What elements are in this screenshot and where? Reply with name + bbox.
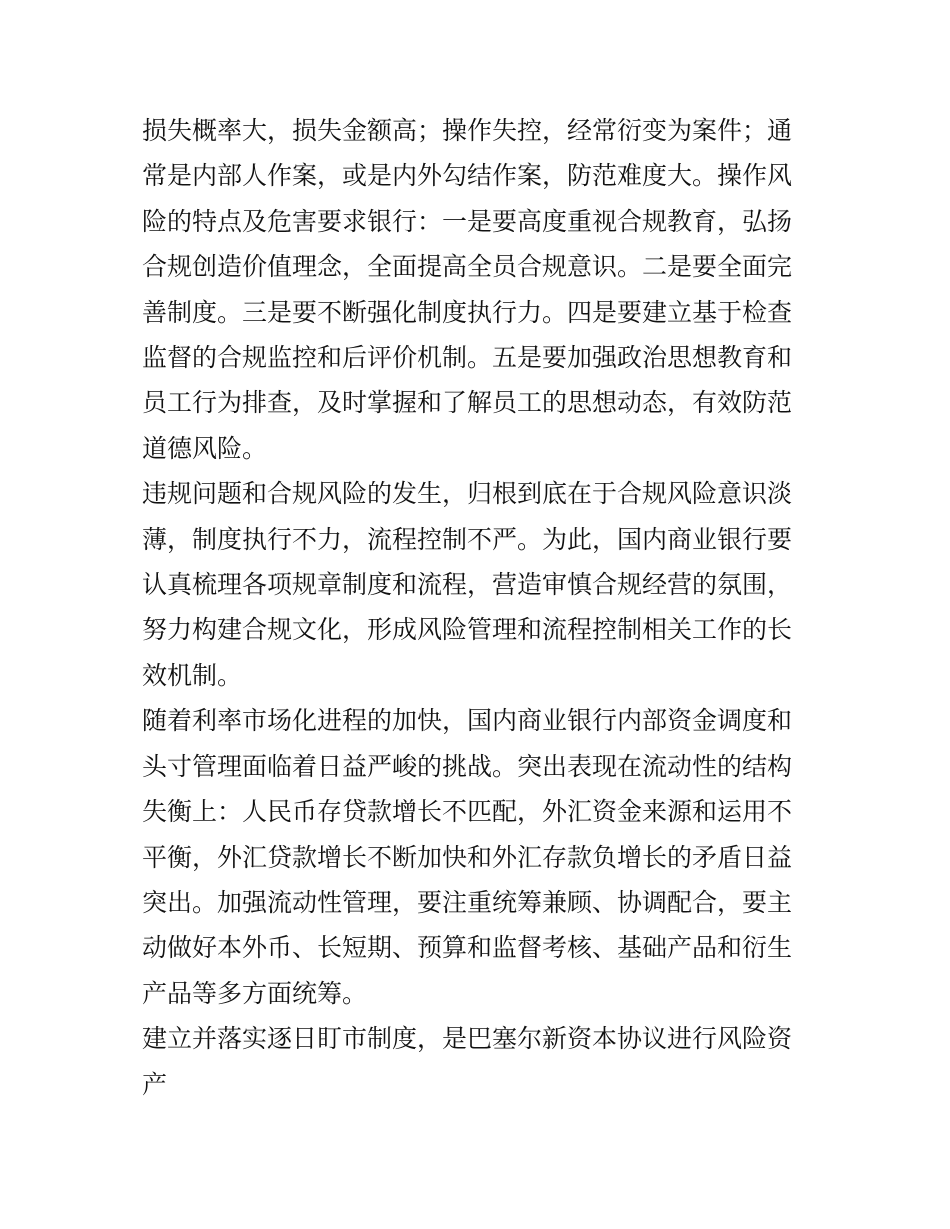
document-body <box>142 108 814 1107</box>
paragraph-1: 损失概率大，损失金额高；操作失控，经常衍变为案件；通常是内部人作案，或是内外勾结作案，防范难度大。操作风险的特点及危害要求银行：一是要高度重视合规教育，弘扬合规创造价值理念，全面提高全员合规意识。二是要全面完善制度。三是要不断强化制度执行力。四是要建立基于检查监督的合规监控和后评价机制。五是要加强政治思想教育和员工行为排查，及时掌握和了解员工的思想动态，有效防范道德风险。 <box>142 116 793 463</box>
paragraph-4: 建立并落实逐日盯市制度，是巴塞尔新资本协议进行风险资产 <box>142 1024 793 1099</box>
paragraph-2: 违规问题和合规风险的发生，归根到底在于合规风险意识淡薄，制度执行不力，流程控制不严。为此，国内商业银行要认真梳理各项规章制度和流程，营造审慎合规经营的氛围，努力构建合规文化，形成风险管理和流程控制相关工作的长效机制。 <box>142 479 793 690</box>
paragraph-3: 随着利率市场化进程的加快，国内商业银行内部资金调度和头寸管理面临着日益严峻的挑战。突出表现在流动性的结构失衡上：人民币存贷款增长不匹配，外汇资金来源和运用不平衡，外汇贷款增长不断加快和外汇存款负增长的矛盾日益突出。加强流动性管理，要注重统筹兼顾、协调配合，要主动做好本外币、长短期、预算和监督考核、基础产品和衍生产品等多方面统筹。 <box>142 706 793 1008</box>
